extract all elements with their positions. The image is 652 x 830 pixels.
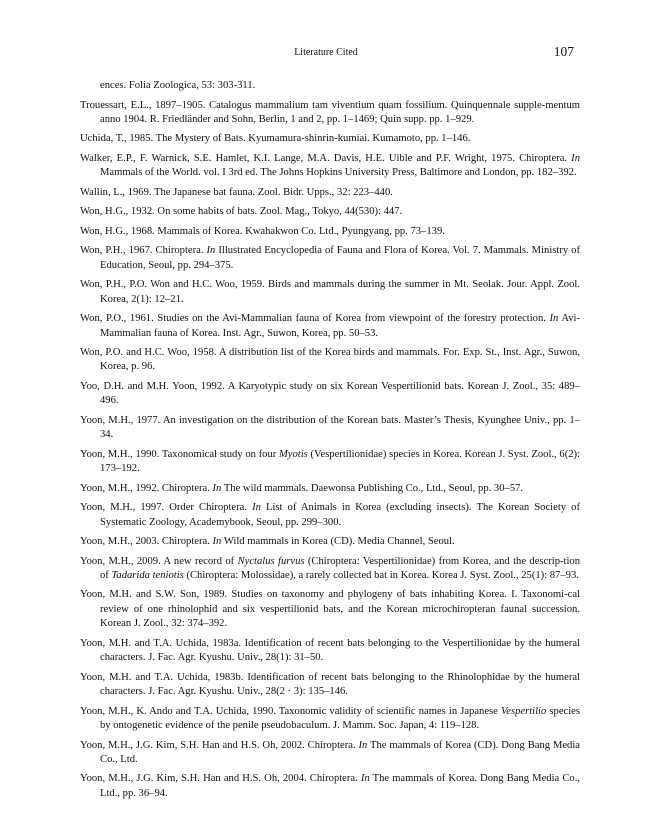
reference-entry bbox=[80, 380, 580, 409]
reference-italic-text: In bbox=[206, 245, 216, 257]
reference-entry bbox=[80, 739, 580, 768]
reference-text: Won, P.H., 1967. Chiroptera. bbox=[80, 245, 207, 257]
reference-italic-text: In bbox=[360, 773, 370, 785]
reference-entry bbox=[80, 278, 580, 307]
reference-text: Trouessart, E.L., 1897–1905. Catalogus mammalium tam viventium quam fossilium. Quinquennale supple-mentum anno 1904. R. Friedländer and Sohn, Berlin, 1 and 2, pp. 1–1469; Quin supp. pp. 1–929. bbox=[80, 99, 580, 125]
reference-text: (Chiroptera: Vespertilionidae) from Korea, and the descrip-tion of bbox=[100, 555, 580, 581]
reference-italic-text: In bbox=[358, 739, 368, 751]
reference-entry bbox=[80, 346, 580, 375]
reference-text: Yoon, M.H., 1990. Taxonomical study on four bbox=[80, 448, 279, 460]
reference-text: (Chiroptera: Molossidae), a rarely collected bat in Korea. Korea J. Syst. Zool., 25(1): 87–93. bbox=[183, 569, 579, 581]
reference-italic-text: Myotis bbox=[278, 448, 308, 460]
reference-italic-text: In bbox=[549, 313, 559, 325]
reference-entry bbox=[80, 588, 580, 631]
reference-entry bbox=[80, 448, 580, 477]
reference-text: Avi-Mammalian fauna of Korea. Inst. Agr., Suwon, Korea, pp. 50–53. bbox=[100, 313, 581, 339]
reference-italic-text: In bbox=[252, 502, 261, 514]
reference-text: Yoo, D.H. and M.H. Yoon, 1992. A Karyotypic study on six Korean Vespertilionid bats. Korean J. Zool., 35: 489–496. bbox=[80, 380, 580, 407]
reference-italic-text: Vespertilio bbox=[500, 705, 547, 717]
reference-text: Yoon, M.H., 2009. A new record of bbox=[80, 555, 238, 567]
reference-entry bbox=[80, 555, 580, 584]
page-header bbox=[0, 44, 652, 64]
reference-entry bbox=[80, 637, 580, 666]
reference-italic-text: In bbox=[212, 536, 222, 548]
reference-text: Yoon, M.H., J.G. Kim, S.H. Han and H.S. Oh, 2002. Chiroptera. bbox=[80, 739, 359, 751]
reference-text: Yoon, M.H., 1992. Chiroptera. bbox=[80, 482, 213, 494]
reference-text: Yoon, M.H., 1977. An investigation on the distribution of the Korean bats. Master’s Thesis, Kyunghee Univ., pp. 1–34. bbox=[80, 414, 580, 441]
reference-text: ences. Folia Zoologica, 53: 303-311. bbox=[100, 80, 256, 91]
reference-italic-text: In bbox=[571, 152, 580, 164]
reference-list bbox=[80, 79, 580, 806]
reference-text: Yoon, M.H. and T.A. Uchida, 1983a. Identification of recent bats belonging to the Vespertilionidae by the humeral characters. J. Fac. Agr. Kyushu. Univ., 28(1): 31–50. bbox=[80, 637, 580, 664]
reference-entry bbox=[80, 312, 580, 341]
reference-text: Won, P.O., 1961. Studies on the Avi-Mammalian fauna of Korea from viewpoint of the forestry protection. bbox=[80, 313, 550, 325]
reference-entry bbox=[80, 99, 580, 128]
reference-text: Yoon, M.H., 1997. Order Chiroptera. bbox=[80, 502, 253, 514]
reference-italic-text: Tadarida teniotis bbox=[111, 569, 184, 581]
reference-text: Illustrated Encyclopedia of Fauna and Flora of Korea. Vol. 7. Mammals. Ministry of Education, Seoul, pp. 294–375. bbox=[100, 245, 580, 271]
reference-text: The wild mammals. Daewonsa Publishing Co., Ltd., Seoul, pp. 30–57. bbox=[221, 482, 524, 494]
reference-entry bbox=[80, 152, 580, 181]
reference-text: Won, P.O. and H.C. Woo, 1958. A distribution list of the Korea birds and mammals. For. Exp. St., Inst. Agr., Suwon, Korea, p. 96. bbox=[80, 347, 580, 373]
reference-entry bbox=[80, 501, 580, 530]
reference-text: Won, H.G., 1968. Mammals of Korea. Kwahakwon Co. Ltd., Pyungyang, pp. 73–139. bbox=[80, 225, 445, 237]
reference-entry bbox=[80, 705, 580, 734]
reference-entry bbox=[80, 186, 580, 200]
reference-text: Yoon, M.H., K. Ando and T.A. Uchida, 1990. Taxonomic validity of scientific names in Japanese bbox=[80, 705, 501, 717]
reference-entry bbox=[80, 225, 580, 239]
reference-text: Mammals of the World. vol. I 3rd ed. The Johns Hopkins University Press, Baltimore and London, pp. 182–392. bbox=[100, 167, 577, 179]
reference-text: Wild mammals in Korea (CD). Media Channel, Seoul. bbox=[221, 536, 455, 548]
reference-entry bbox=[80, 414, 580, 443]
reference-text: species by ontogenetic evidence of the penile pseudobaculum. J. Mamm. Soc. Japan, 4: 119–128. bbox=[100, 705, 580, 731]
reference-entry bbox=[80, 482, 580, 496]
reference-text: List of Animals in Korea (excluding insects). The Korean Society of Systematic Zoology, Academybook, Seoul, pp. 299–300. bbox=[100, 502, 580, 528]
reference-text: Yoon, M.H. and S.W. Son, 1989. Studies on taxonomy and phylogeny of bats inhabiting Korea. I. Taxonomi-cal review of one rhinolophid and six vespertilionid bats, and the Korean microchiropteran faunal succession. Korean J. Zool., 32: 374–392. bbox=[80, 589, 580, 630]
reference-text: The mammals of Korea (CD). Dong Bang Media Co., Ltd. bbox=[100, 739, 581, 765]
reference-entry bbox=[80, 535, 580, 549]
reference-text: Walker, E.P., F. Warnick, S.E. Hamlet, K.I. Lange, M.A. Davis, H.E. Uible and P.F. Wright, 1975. Chiroptera. bbox=[80, 152, 572, 164]
reference-text: The mammals of Korea. Dong Bang Media Co., Ltd., pp. 36–94. bbox=[100, 773, 580, 799]
reference-text: Won, H.G., 1932. On some habits of bats. Zool. Mag., Tokyo, 44(530): 447. bbox=[80, 206, 403, 218]
reference-entry bbox=[80, 79, 580, 93]
reference-text: Won, P.H., P.O. Won and H.C. Woo, 1959. Birds and mammals during the summer in Mt. Seolak. Jour. Appl. Zool. Korea, 2(1): 12–21. bbox=[80, 279, 580, 305]
page-number: 107 bbox=[553, 44, 574, 59]
reference-italic-text: Nyctalus furvus bbox=[237, 555, 305, 567]
reference-text: Yoon, M.H., J.G. Kim, S.H. Han and H.S. Oh, 2004. Chiroptera. bbox=[80, 773, 361, 785]
reference-entry bbox=[80, 132, 580, 146]
reference-text: Uchida, T., 1985. The Mystery of Bats. Kyumamura-shinrin-kumiai. Kumamoto, pp. 1–146. bbox=[80, 133, 471, 145]
reference-text: (Vespertilionidae) species in Korea. Korean J. Syst. Zool., 6(2): 173–192. bbox=[100, 448, 580, 475]
reference-entry bbox=[80, 205, 580, 219]
reference-italic-text: In bbox=[212, 482, 222, 494]
reference-text: Yoon, M.H. and T.A. Uchida, 1983b. Identification of recent bats belonging to the Rhinolophidae by the humeral characters. J. Fac. Agr. Kyushu. Univ., 28(2 · 3): 135–146. bbox=[80, 671, 580, 698]
reference-entry bbox=[80, 671, 580, 700]
reference-text: Wallin, L., 1969. The Japanese bat fauna. Zool. Bidr. Upps., 32: 223–440. bbox=[80, 186, 393, 198]
reference-entry bbox=[80, 244, 580, 273]
reference-text: Yoon, M.H., 2003. Chiroptera. bbox=[80, 536, 213, 548]
reference-entry bbox=[80, 772, 580, 801]
running-head: Literature Cited bbox=[294, 47, 358, 58]
